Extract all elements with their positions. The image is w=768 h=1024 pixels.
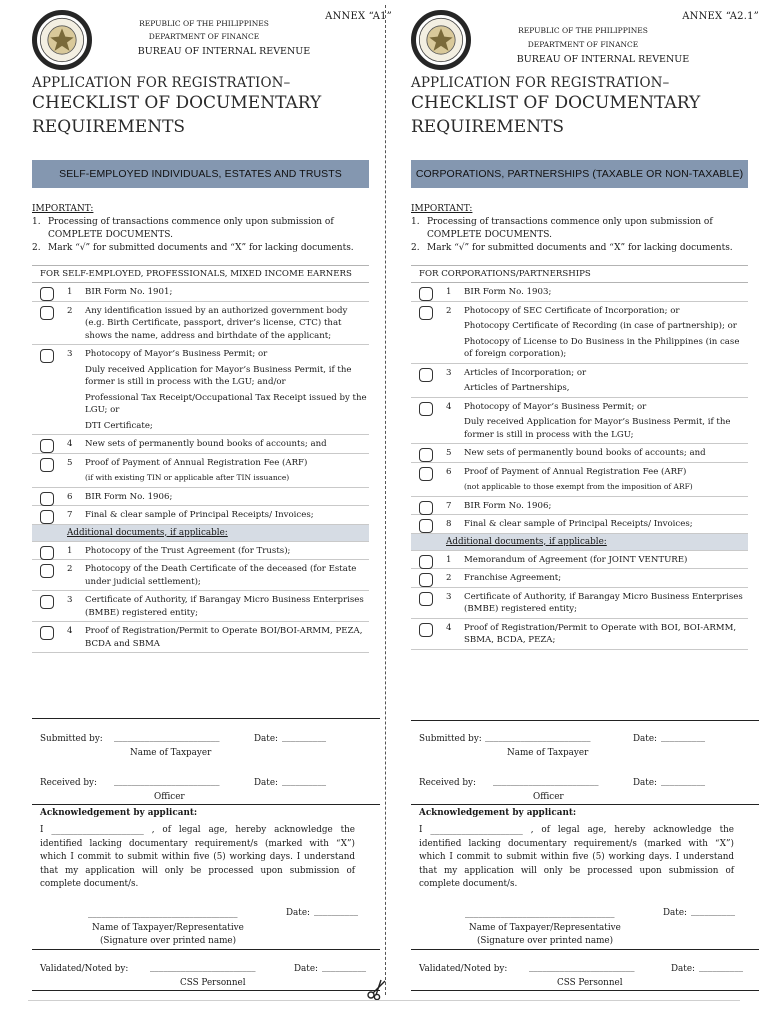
checkbox[interactable] <box>419 467 433 481</box>
checkbox[interactable] <box>40 595 54 609</box>
form-title <box>32 75 321 139</box>
checkbox[interactable] <box>40 287 54 301</box>
checklist-row: 2 Photocopy of SEC Certificate of Incorporation; or Photocopy Certificate of Recording (in case of partnership); or Photocopy of License to Do Business in the Philippines (in case of foreign corporation); <box>411 302 748 364</box>
validated-by-field[interactable]: ________________________ <box>529 962 635 972</box>
annex-label: ANNEX “A1” <box>325 11 392 22</box>
acknowledgement-text: I _____________________ , of legal age, hereby acknowledge the identified lacking documentary requirement/s (marked with “X”) which I commit to submit within five (5) working days. I understand that my application will only be processed upon submission of complete document/s. <box>419 825 734 889</box>
important-heading: IMPORTANT: <box>32 204 94 214</box>
received-date-field[interactable]: __________ <box>661 776 705 786</box>
signature-date-field[interactable]: __________ <box>314 906 358 916</box>
checkbox[interactable] <box>40 458 54 472</box>
section-heading: FOR SELF-EMPLOYED, PROFESSIONALS, MIXED INCOME EARNERS <box>32 265 369 283</box>
acknowledgement-title: Acknowledgement by applicant: <box>419 808 577 818</box>
section-heading: FOR CORPORATIONS/PARTNERSHIPS <box>411 265 748 283</box>
acknowledgement-title: Acknowledgement by applicant: <box>40 808 198 818</box>
checklist-row: 3 Certificate of Authority, if Barangay Micro Business Enterprises (BMBE) registered entity; <box>411 588 748 619</box>
checklist-row: 4 Proof of Registration/Permit to Operate with BOI, BOI-ARMM, SBMA, BCDA, PEZA; <box>411 619 748 650</box>
checklist-row: 7 Final & clear sample of Principal Receipts/ Invoices; <box>32 506 369 525</box>
checkbox[interactable] <box>40 564 54 578</box>
additional-heading: Additional documents, if applicable: <box>411 534 748 551</box>
important-notes <box>411 203 756 255</box>
checkbox[interactable] <box>40 546 54 560</box>
checkbox[interactable] <box>419 519 433 533</box>
checkbox[interactable] <box>419 368 433 382</box>
checkbox[interactable] <box>419 287 433 301</box>
form-annex-a1: ANNEX “A1” REPUBLIC OF THE PHILIPPINES DEPARTMENT OF FINANCE BUREAU OF INTERNAL REVENUE APPLICATION FOR REGISTRATION– CHECKLIST OF DOCUMENTARY REQUIREMENTS SELF-EMPLOYED INDIVIDUALS, ESTATES AND TRUSTS IMPORTANT: 1. Processing of transactions commence only upon submission of COMPLETE DOCUMENTS. 2. Mark “√” for submitted documents and “X” for lacking documents. FOR SELF-EMPLOYED, PROFESSIONALS, MIXED INCOME EARNERS 1 BIR Form No. 1901; 2 Any identification issued by an authorized government body (e.g. Birth Certificate, passport, driver’s license, CTC) that shows the name, address and birthdate of the applicant; 3 Photocopy of Mayor’s Business Permit; or Duly received Application for Mayor’s Business Permit, if the former is still in process with the LGU; and/or Professional Tax Receipt/Occupational Tax Receipt issued by the LGU; or DTI Certificate; 4 New sets of permanently bound books of accounts; and 5 Proof of Payment of Annual Registration Fee (ARF) (if with existing TIN or applicable after TIN issuance) 6 BIR Form No. 1906; 7 Final & clear sample of Principal Receipts/ Invoices; Additional documents, if applicable: 1 Photocopy of the Trust Agreement (for Trusts); 2 Photocopy of the Death Certificate of the deceased (for Estate under judicial settlement); 3 Certificate of Authority, if Barangay Micro Business Enterprises (BMBE) registered entity; 4 Proof of Registration/Permit to Operate BOI/BOI-ARMM, PEZA, BCDA and SBMA Submitted by: ________________________ Name of Taxpayer Date: __________ Received by: ________________________ Officer Date: __________ Acknowledgement by applicant: I _____________________ , of legal age, hereby acknowledge the identified lacking documentary requirement/s (marked with “X”) which I commit to submit within five (5) working days. I understand that my application will only be processed upon submission of complete document/s. __________________________________ Date: __________ Name of Taxpayer/Representative (Signature over printed name) Validated/Noted by: ________________________ CSS Personnel Date: __________ <box>32 0 380 1000</box>
checklist-row: 1 Photocopy of the Trust Agreement (for Trusts); <box>32 542 369 561</box>
important-item: 1. Processing of transactions commence only upon submission of COMPLETE DOCUMENTS. <box>411 217 713 240</box>
validated-date-field[interactable]: __________ <box>322 962 366 972</box>
category-banner: SELF-EMPLOYED INDIVIDUALS, ESTATES AND TRUSTS <box>32 160 369 188</box>
title-line-1: APPLICATION FOR REGISTRATION– <box>32 75 291 91</box>
requirements-checklist <box>411 265 748 650</box>
agency-republic: REPUBLIC OF THE PHILIPPINES <box>518 26 648 35</box>
annex-label: ANNEX “A2.1” <box>682 11 759 22</box>
agency-republic: REPUBLIC OF THE PHILIPPINES <box>139 19 269 28</box>
acknowledgement-text: I _____________________ , of legal age, hereby acknowledge the identified lacking documentary requirement/s (marked with “X”) which I commit to submit within five (5) working days. I understand that my application will only be processed upon submission of complete document/s. <box>40 825 355 889</box>
checklist-row: 4 New sets of permanently bound books of accounts; and <box>32 435 369 454</box>
important-item: 1. Processing of transactions commence only upon submission of COMPLETE DOCUMENTS. <box>32 217 334 240</box>
checklist-row: 1 BIR Form No. 1903; <box>411 283 748 302</box>
checkbox[interactable] <box>419 592 433 606</box>
received-by-field[interactable]: ________________________ <box>114 776 220 786</box>
signature-field[interactable]: __________________________________ <box>465 908 615 918</box>
important-notes <box>32 203 377 255</box>
checklist-row: 6 Proof of Payment of Annual Registration Fee (ARF) (not applicable to those exempt from the imposition of ARF) <box>411 463 748 497</box>
agency-department: DEPARTMENT OF FINANCE <box>148 32 260 41</box>
requirements-checklist <box>32 265 369 653</box>
additional-heading: Additional documents, if applicable: <box>32 525 369 542</box>
bir-seal-logo <box>411 10 471 70</box>
category-banner: CORPORATIONS, PARTNERSHIPS (TAXABLE OR NON-TAXABLE) <box>411 160 748 188</box>
validated-date-field[interactable]: __________ <box>699 962 743 972</box>
checklist-row: 4 Photocopy of Mayor’s Business Permit; or Duly received Application for Mayor’s Business Permit, if the former is still in process with the LGU; <box>411 398 748 445</box>
title-line-2: CHECKLIST OF DOCUMENTARY <box>411 93 701 113</box>
checklist-row: 7 BIR Form No. 1906; <box>411 497 748 516</box>
signature-date-field[interactable]: __________ <box>691 906 735 916</box>
cut-line <box>385 5 386 995</box>
agency-department: DEPARTMENT OF FINANCE <box>527 40 639 49</box>
form-annex-a2-1: ANNEX “A2.1” REPUBLIC OF THE PHILIPPINES DEPARTMENT OF FINANCE BUREAU OF INTERNAL REVENUE APPLICATION FOR REGISTRATION– CHECKLIST OF DOCUMENTARY REQUIREMENTS CORPORATIONS, PARTNERSHIPS (TAXABLE OR NON-TAXABLE) IMPORTANT: 1. Processing of transactions commence only upon submission of COMPLETE DOCUMENTS. 2. Mark “√” for submitted documents and “X” for lacking documents. FOR CORPORATIONS/PARTNERSHIPS 1 BIR Form No. 1903; 2 Photocopy of SEC Certificate of Incorporation; or Photocopy Certificate of Recording (in case of partnership); or Photocopy of License to Do Business in the Philippines (in case of foreign corporation); 3 Articles of Incorporation; or Articles of Partnerships, 4 Photocopy of Mayor’s Business Permit; or Duly received Application for Mayor’s Business Permit, if the former is still in process with the LGU; 5 New sets of permanently bound books of accounts; and 6 Proof of Payment of Annual Registration Fee (ARF) (not applicable to those exempt from the imposition of ARF) 7 BIR Form No. 1906; 8 Final & clear sample of Principal Receipts/ Invoices; Additional documents, if applicable: 1 Memorandum of Agreement (for JOINT VENTURE) 2 Franchise Agreement; 3 Certificate of Authority, if Barangay Micro Business Enterprises (BMBE) registered entity; 4 Proof of Registration/Permit to Operate with BOI, BOI-ARMM, SBMA, BCDA, PEZA; Submitted by: ________________________ Name of Taxpayer Date: __________ Received by: ________________________ Officer Date: __________ Acknowledgement by applicant: I _____________________ , of legal age, hereby acknowledge the identified lacking documentary requirement/s (marked with “X”) which I commit to submit within five (5) working days. I understand that my application will only be processed upon submission of complete document/s. __________________________________ Date: __________ Name of Taxpayer/Representative (Signature over printed name) Validated/Noted by: ________________________ CSS Personnel Date: __________ <box>411 0 759 1000</box>
important-heading: IMPORTANT: <box>411 204 473 214</box>
submitted-by-field[interactable]: ________________________ <box>114 732 220 742</box>
checklist-row: 2 Photocopy of the Death Certificate of the deceased (for Estate under judicial settlement); <box>32 560 369 591</box>
checkbox[interactable] <box>40 626 54 640</box>
checkbox[interactable] <box>419 306 433 320</box>
title-line-1: APPLICATION FOR REGISTRATION– <box>411 75 670 91</box>
checklist-row: 6 BIR Form No. 1906; <box>32 488 369 507</box>
checklist-row: 1 Memorandum of Agreement (for JOINT VENTURE) <box>411 551 748 570</box>
bir-seal-logo <box>32 10 92 70</box>
agency-bureau: BUREAU OF INTERNAL REVENUE <box>516 54 690 65</box>
checklist-row: 2 Franchise Agreement; <box>411 569 748 588</box>
checklist-row: 1 BIR Form No. 1901; <box>32 283 369 302</box>
checkbox[interactable] <box>40 510 54 524</box>
checkbox[interactable] <box>40 492 54 506</box>
checkbox[interactable] <box>419 501 433 515</box>
scissors-icon <box>366 978 388 1000</box>
checkbox[interactable] <box>419 402 433 416</box>
submitted-date-field[interactable]: __________ <box>661 732 705 742</box>
checkbox[interactable] <box>419 555 433 569</box>
important-item: 2. Mark “√” for submitted documents and “X” for lacking documents. <box>411 243 733 253</box>
checklist-row: 5 Proof of Payment of Annual Registration Fee (ARF) (if with existing TIN or applicable after TIN issuance) <box>32 454 369 488</box>
signature-field[interactable]: __________________________________ <box>88 908 238 918</box>
title-line-3: REQUIREMENTS <box>411 117 565 137</box>
checklist-row: 3 Articles of Incorporation; or Articles of Partnerships, <box>411 364 748 398</box>
checkbox[interactable] <box>419 623 433 637</box>
title-line-2: CHECKLIST OF DOCUMENTARY <box>32 93 322 113</box>
checkbox[interactable] <box>40 439 54 453</box>
checkbox[interactable] <box>40 349 54 363</box>
validated-by-field[interactable]: ________________________ <box>150 962 256 972</box>
form-title <box>411 75 700 139</box>
checklist-row: 4 Proof of Registration/Permit to Operate BOI/BOI-ARMM, PEZA, BCDA and SBMA <box>32 622 369 653</box>
checklist-row: 5 New sets of permanently bound books of accounts; and <box>411 444 748 463</box>
page-bottom-rule <box>28 1000 740 1001</box>
checklist-row: 3 Certificate of Authority, if Barangay Micro Business Enterprises (BMBE) registered entity; <box>32 591 369 622</box>
title-line-3: REQUIREMENTS <box>32 117 186 137</box>
submitted-date-field[interactable]: __________ <box>282 732 326 742</box>
received-by-field[interactable]: ________________________ <box>493 776 599 786</box>
received-date-field[interactable]: __________ <box>282 776 326 786</box>
checklist-row: 2 Any identification issued by an authorized government body (e.g. Birth Certificate, passport, driver’s license, CTC) that shows the name, address and birthdate of the applicant; <box>32 302 369 346</box>
important-item: 2. Mark “√” for submitted documents and “X” for lacking documents. <box>32 243 354 253</box>
submitted-by-field[interactable]: ________________________ <box>485 732 591 742</box>
checkbox[interactable] <box>40 306 54 320</box>
checklist-row: 8 Final & clear sample of Principal Receipts/ Invoices; <box>411 515 748 534</box>
checklist-row: 3 Photocopy of Mayor’s Business Permit; or Duly received Application for Mayor’s Business Permit, if the former is still in process with the LGU; and/or Professional Tax Receipt/Occupational Tax Receipt issued by the LGU; or DTI Certificate; <box>32 345 369 435</box>
agency-bureau: BUREAU OF INTERNAL REVENUE <box>137 46 311 57</box>
checkbox[interactable] <box>419 573 433 587</box>
checkbox[interactable] <box>419 448 433 462</box>
